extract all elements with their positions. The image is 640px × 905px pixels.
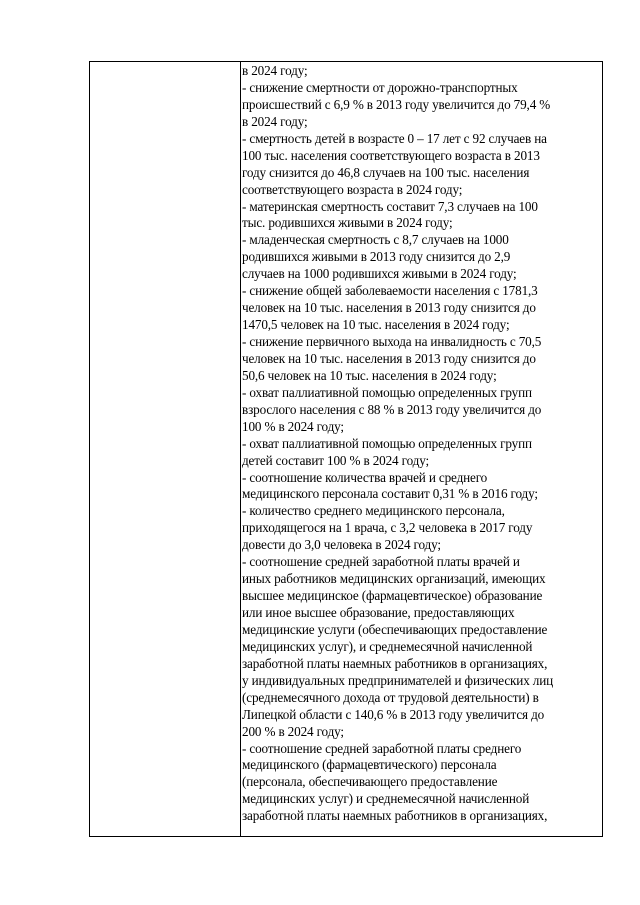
- text-line: человек на 10 тыс. населения в 2013 году снизится до: [242, 350, 536, 366]
- text-line: году снизится до 46,8 случаев на 100 тыс. населения: [242, 164, 530, 180]
- text-line: - снижение смертности от дорожно-транспортных: [242, 79, 518, 95]
- text-line: у индивидуальных предпринимателей и физических лиц: [242, 672, 554, 688]
- text-line: - снижение общей заболеваемости населения с 1781,3: [242, 283, 538, 299]
- content-table: [89, 61, 603, 837]
- text-line: высшее медицинское (фармацевтическое) образование: [242, 588, 543, 604]
- text-line: соответствующего возраста в 2024 году;: [242, 181, 463, 197]
- text-line: - смертность детей в возрасте 0 – 17 лет с 92 случаев на: [242, 130, 547, 146]
- text-line: родившихся живыми в 2013 году снизится до 2,9: [242, 249, 511, 265]
- text-line: Липецкой области с 140,6 % в 2013 году увеличится до: [242, 706, 545, 722]
- text-line: - охват паллиативной помощью определенных групп: [242, 384, 532, 400]
- text-line: - количество среднего медицинского персонала,: [242, 503, 505, 519]
- table-cell-left-empty: [90, 62, 240, 836]
- text-line: 200 % в 2024 году;: [242, 723, 344, 739]
- column-divider: [240, 62, 241, 836]
- text-line: - материнская смертность составит 7,3 случаев на 100: [242, 198, 538, 214]
- text-line: 50,6 человек на 10 тыс. населения в 2024 году;: [242, 367, 497, 383]
- text-line: в 2024 году;: [242, 113, 308, 129]
- text-line: заработной платы наемных работников в организациях,: [242, 808, 548, 824]
- text-line: в 2024 году;: [242, 63, 308, 78]
- text-line: - соотношение количества врачей и среднего: [242, 469, 488, 485]
- text-line: иных работников медицинских организаций, имеющих: [242, 571, 546, 587]
- text-line: 100 тыс. населения соответствующего возраста в 2013: [242, 147, 540, 163]
- text-line: происшествий с 6,9 % в 2013 году увеличится до 79,4 %: [242, 96, 551, 112]
- text-line: медицинских услуг), и среднемесячной начисленной: [242, 638, 533, 654]
- text-line: случаев на 1000 родившихся живыми в 2024 году;: [242, 266, 517, 282]
- text-line: 1470,5 человек на 10 тыс. населения в 2024 году;: [242, 317, 510, 333]
- text-line: - соотношение средней заработной платы среднего: [242, 740, 522, 756]
- text-line: или иное высшее образование, предоставляющих: [242, 605, 515, 620]
- text-line: человек на 10 тыс. населения в 2013 году снизится до: [242, 300, 536, 316]
- text-line: медицинского персонала составит 0,31 % в 2016 году;: [242, 486, 538, 502]
- text-line: довести до 3,0 человека в 2024 году;: [242, 537, 441, 553]
- text-line: - младенческая смертность с 8,7 случаев на 1000: [242, 232, 509, 248]
- text-line: медицинские услуги (обеспечивающих предоставление: [242, 621, 548, 637]
- text-line: (среднемесячного дохода от трудовой деятельности) в: [242, 689, 539, 705]
- text-line: - снижение первичного выхода на инвалидность с 70,5: [242, 334, 542, 349]
- text-line: медицинских услуг) и среднемесячной начисленной: [242, 791, 530, 807]
- text-line: - соотношение средней заработной платы врачей и: [242, 554, 520, 570]
- text-line: взрослого населения с 88 % в 2013 году увеличится до: [242, 401, 542, 417]
- text-line: заработной платы наемных работников в организациях,: [242, 655, 548, 671]
- text-line: медицинского (фармацевтического) персонала: [242, 757, 497, 773]
- table-cell-right-text: [242, 63, 602, 825]
- text-line: тыс. родившихся живыми в 2024 году;: [242, 215, 453, 231]
- text-line: (персонала, обеспечивающего предоставление: [242, 774, 498, 790]
- text-line: приходящегося на 1 врача, с 3,2 человека в 2017 году: [242, 520, 533, 536]
- text-line: 100 % в 2024 году;: [242, 418, 344, 434]
- text-line: детей составит 100 % в 2024 году;: [242, 452, 429, 468]
- text-line: - охват паллиативной помощью определенных групп: [242, 435, 532, 451]
